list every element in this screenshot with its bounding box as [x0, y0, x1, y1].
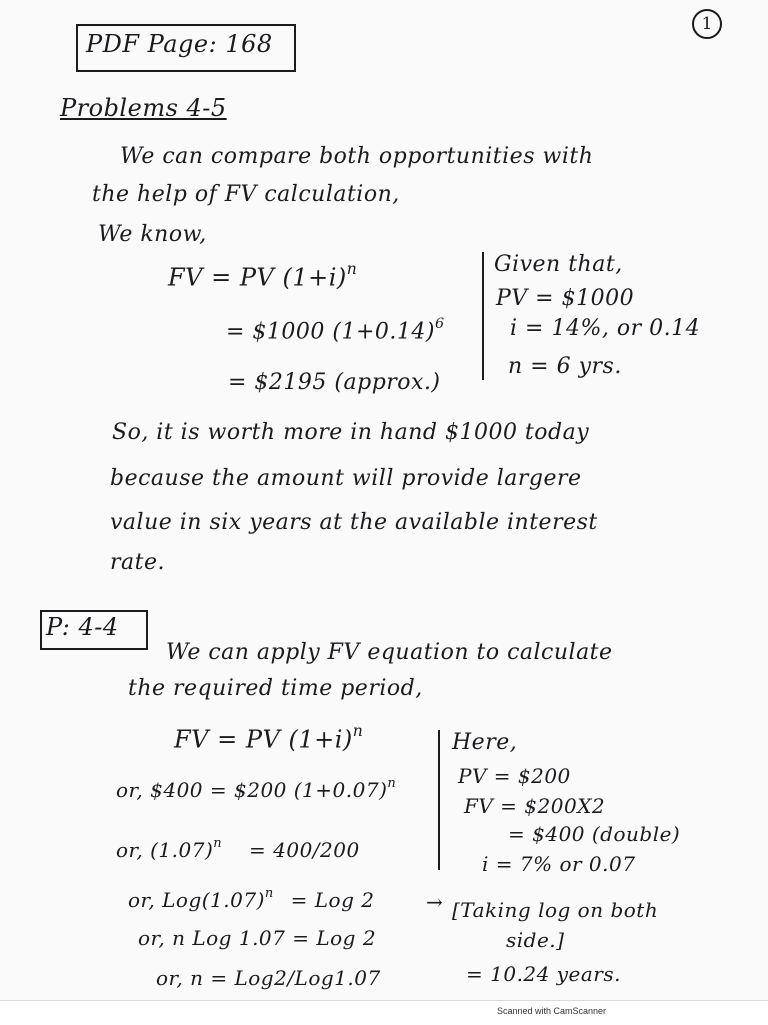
- given-n: n = 6 yrs.: [508, 354, 622, 379]
- problem-b-intro-line1: We can apply FV equation to calculate: [166, 640, 613, 665]
- problem-b-eq2: [116, 776, 396, 802]
- scanner-footer-text: Scanned with CamScanner: [497, 1006, 607, 1016]
- problem-b-eq6: or, n = Log2/Log1.07: [156, 966, 381, 990]
- page-number: 1: [692, 9, 722, 39]
- problem-b-eq6-result: = 10.24 years.: [466, 962, 621, 986]
- problem-b-label: P: 4-4: [46, 613, 119, 641]
- problem-a-intro-line2: the help of FV calculation,: [92, 182, 400, 207]
- pdf-page-label: PDF Page: 168: [86, 30, 273, 58]
- problem-a-conclusion-line4: rate.: [110, 550, 165, 575]
- problem-a-conclusion-line1: So, it is worth more in hand $1000 today: [112, 420, 590, 445]
- here-fv2: = $400 (double): [508, 822, 681, 846]
- problem-b-eq4-note2: side.]: [506, 928, 565, 952]
- problem-b-eq3-pre: or, (1.07): [116, 837, 214, 862]
- problem-b-eq4-arrow: →: [426, 890, 444, 914]
- problem-b-divider: [438, 730, 440, 870]
- given-title: Given that,: [494, 252, 623, 277]
- problem-b-eq1-text: FV = PV (1+i): [174, 725, 353, 754]
- problem-b-eq4: [128, 886, 374, 912]
- problem-b-eq5: or, n Log 1.07 = Log 2: [138, 926, 377, 950]
- problem-b-eq4-exp: n: [264, 886, 274, 901]
- problem-a-eq1-exp: n: [346, 260, 358, 278]
- problem-a-eq1-lhs: FV = PV (1+i): [168, 263, 347, 292]
- problem-a-intro-line1: We can compare both opportunities with: [120, 144, 594, 169]
- scanner-footer: [0, 1000, 768, 1025]
- problem-b-eq3: [116, 836, 360, 862]
- problem-a-conclusion-line2: because the amount will provide largere: [110, 466, 582, 491]
- problem-b-eq1: [174, 722, 363, 754]
- problem-b-eq4-post: = Log 2: [290, 887, 375, 912]
- problem-a-title: Problems 4-5: [60, 94, 227, 122]
- problem-a-we-know: We know,: [98, 222, 207, 247]
- problem-b-intro-line2: the required time period,: [128, 676, 423, 701]
- problem-a-eq2-text: = $1000 (1+0.14): [226, 319, 435, 345]
- problem-a-conclusion-line3: value in six years at the available interest: [110, 510, 598, 535]
- problem-b-eq3-exp: n: [213, 836, 223, 851]
- problem-a-eq3: = $2195 (approx.): [228, 370, 441, 395]
- problem-b-eq3-post: = 400/200: [249, 837, 360, 862]
- problem-b-eq4-note: [Taking log on both: [452, 898, 659, 922]
- problem-a-divider: [482, 252, 484, 380]
- problem-a-eq2-exp: 6: [435, 316, 445, 332]
- problem-a-eq1: [168, 260, 357, 292]
- problem-b-eq2-exp: n: [387, 776, 397, 791]
- problem-b-eq2-text: or, $400 = $200 (1+0.07): [116, 777, 388, 802]
- here-title: Here,: [452, 730, 518, 755]
- here-i: i = 7% or 0.07: [482, 852, 636, 876]
- problem-b-eq1-exp: n: [352, 722, 364, 740]
- given-pv: PV = $1000: [496, 286, 635, 311]
- here-pv: PV = $200: [458, 764, 571, 788]
- given-i: i = 14%, or 0.14: [510, 316, 701, 341]
- problem-b-eq4-pre: or, Log(1.07): [128, 887, 265, 912]
- problem-a-eq2: [226, 316, 445, 345]
- here-fv: FV = $200X2: [464, 794, 606, 818]
